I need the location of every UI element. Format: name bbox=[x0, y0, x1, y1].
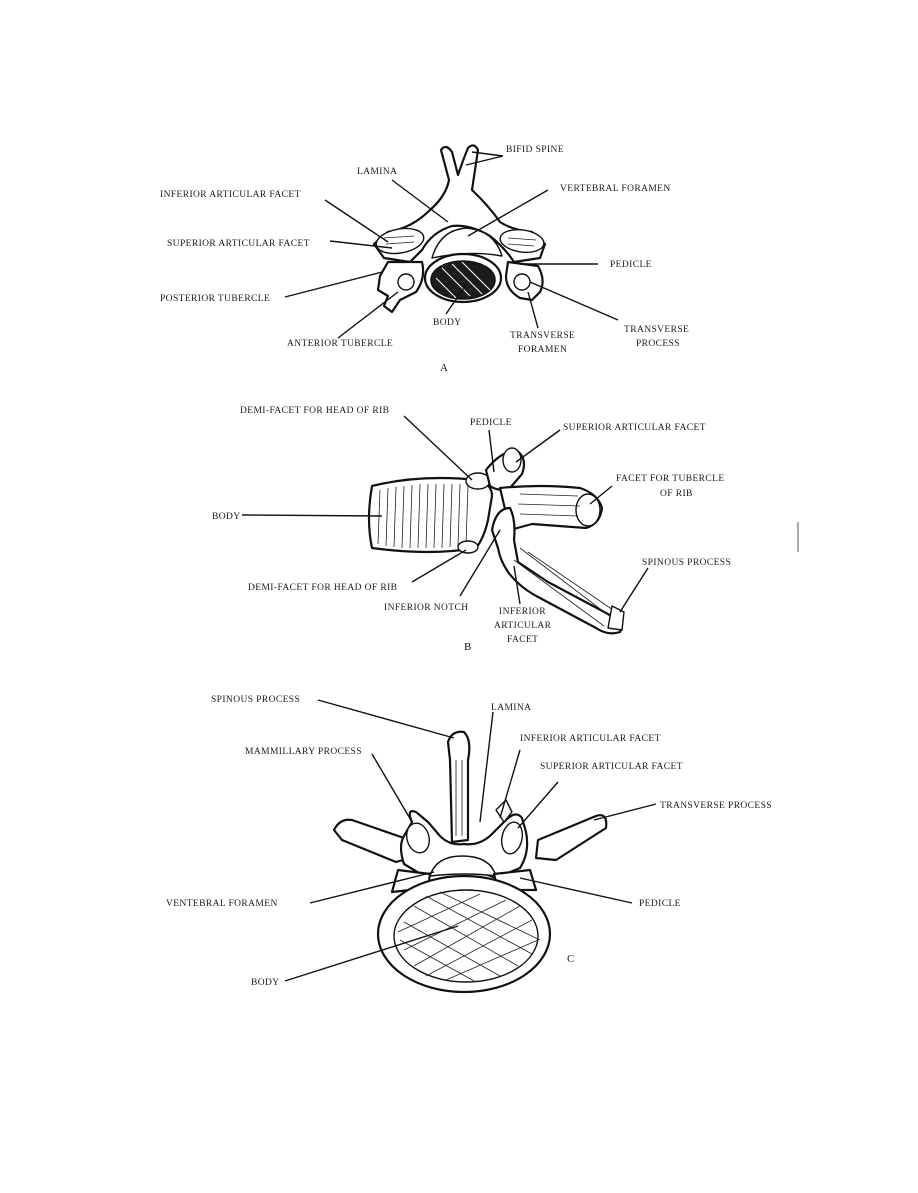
label-body: BODY bbox=[251, 978, 280, 988]
label-pedicle: PEDICLE bbox=[470, 418, 512, 428]
label-demi-facet-lower: DEMI-FACET FOR HEAD OF RIB bbox=[248, 583, 398, 593]
label-transverse-process: TRANSVERSE PROCESS bbox=[660, 801, 772, 811]
label-inferior-articular-facet: INFERIOR ARTICULAR FACET bbox=[160, 190, 301, 200]
figure-b-letter: B bbox=[464, 641, 472, 653]
label-lamina: LAMINA bbox=[357, 167, 398, 177]
label-demi-facet-upper: DEMI-FACET FOR HEAD OF RIB bbox=[240, 406, 390, 416]
label-facet-tubercle-line1: FACET FOR TUBERCLE bbox=[616, 474, 725, 484]
label-inferior-articular-facet-line3: FACET bbox=[507, 635, 539, 645]
label-vertebral-foramen: VERTEBRAL FORAMEN bbox=[560, 184, 671, 194]
label-facet-tubercle-line2: OF RIB bbox=[660, 489, 693, 499]
label-transverse-foramen-line1: TRANSVERSE bbox=[510, 331, 576, 341]
label-posterior-tubercle: POSTERIOR TUBERCLE bbox=[160, 294, 271, 304]
label-superior-articular-facet: SUPERIOR ARTICULAR FACET bbox=[540, 762, 683, 772]
label-lamina: LAMINA bbox=[491, 703, 532, 713]
label-spinous-process: SPINOUS PROCESS bbox=[642, 558, 732, 568]
label-pedicle: PEDICLE bbox=[639, 899, 681, 909]
label-inferior-articular-facet-line2: ARTICULAR bbox=[494, 621, 552, 631]
label-superior-articular-facet: SUPERIOR ARTICULAR FACET bbox=[563, 423, 706, 433]
figure-c-letter: C bbox=[567, 953, 575, 965]
label-body: BODY bbox=[212, 512, 241, 522]
label-body: BODY bbox=[433, 318, 462, 328]
label-superior-articular-facet: SUPERIOR ARTICULAR FACET bbox=[167, 239, 310, 249]
label-transverse-process-line2: PROCESS bbox=[636, 339, 680, 349]
label-pedicle: PEDICLE bbox=[610, 260, 652, 270]
label-spinous-process: SPINOUS PROCESS bbox=[211, 695, 301, 705]
label-bifid-spine: BIFID SPINE bbox=[506, 145, 564, 155]
label-inferior-notch: INFERIOR NOTCH bbox=[384, 603, 469, 613]
label-anterior-tubercle: ANTERIOR TUBERCLE bbox=[287, 339, 394, 349]
label-inferior-articular-facet-line1: INFERIOR bbox=[499, 607, 547, 617]
figure-a-labels bbox=[160, 145, 689, 374]
label-transverse-process-line1: TRANSVERSE bbox=[624, 325, 690, 335]
label-inferior-articular-facet: INFERIOR ARTICULAR FACET bbox=[520, 734, 661, 744]
label-transverse-foramen-line2: FORAMEN bbox=[518, 345, 568, 355]
figure-a-letter: A bbox=[440, 362, 448, 374]
label-vertebral-foramen: VENTEBRAL FORAMEN bbox=[166, 899, 278, 909]
label-mammillary-process: MAMMILLARY PROCESS bbox=[245, 747, 362, 757]
figure-a-drawing bbox=[374, 145, 545, 312]
